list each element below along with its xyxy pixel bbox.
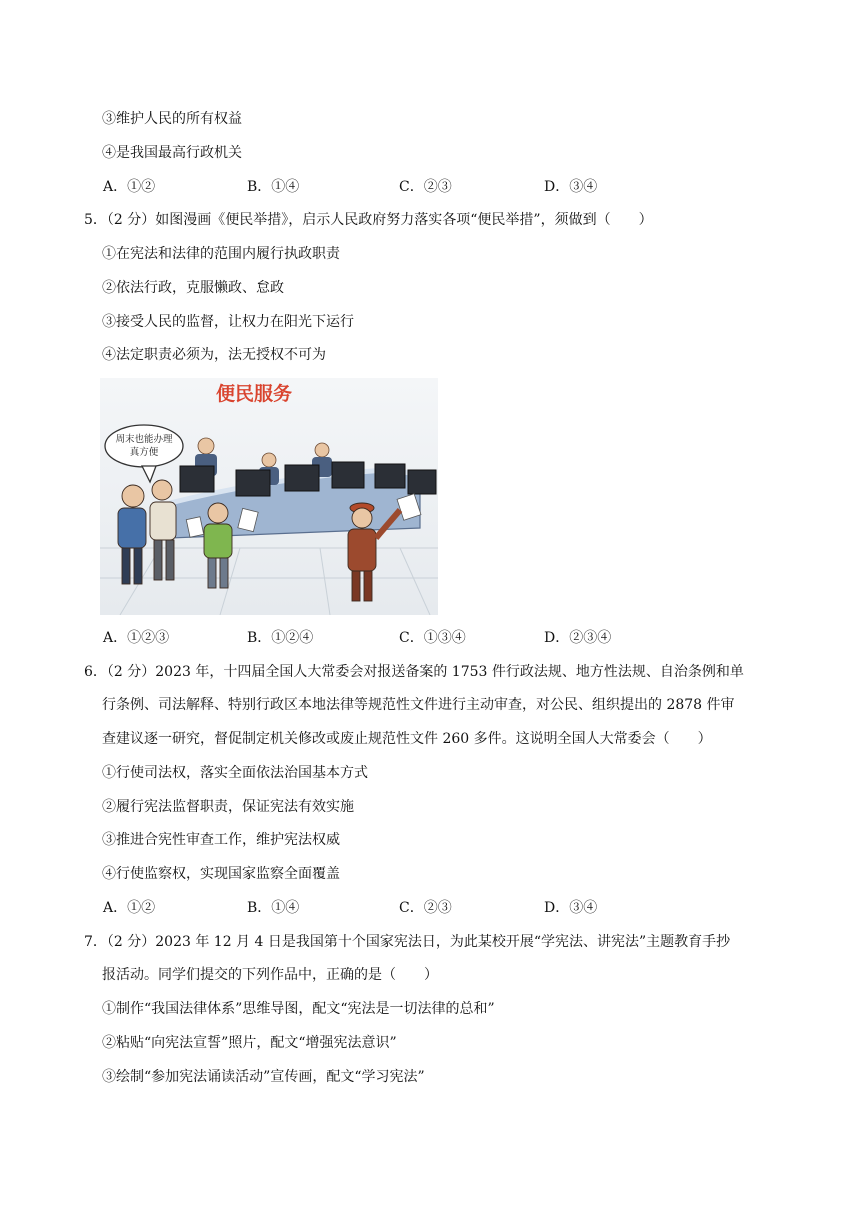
q5-option-d[interactable]: D．②③④ <box>544 630 612 646</box>
q5-stem: 5．（2 分）如图漫画《便民举措》，启示人民政府努力落实各项“便民举措”，须做到（ ） <box>84 212 653 228</box>
q6-statement-2: ②履行宪法监督职责，保证宪法有效实施 <box>102 799 354 815</box>
q5-statement-4: ④法定职责必须为，法无授权不可为 <box>102 347 326 363</box>
q4-option-b[interactable]: B．①④ <box>247 179 300 195</box>
q5-option-b[interactable]: B．①②④ <box>247 630 314 646</box>
q6-statement-4: ④行使监察权，实现国家监察全面覆盖 <box>102 866 340 882</box>
q6-option-d[interactable]: D．③④ <box>544 900 598 916</box>
q5-statement-3: ③接受人民的监督，让权力在阳光下运行 <box>102 314 354 330</box>
q6-stem-line-1: 6．（2 分）2023 年，十四届全国人大常委会对报送备案的 1753 件行政法规、地方性法规、自治条例和单 <box>84 664 744 680</box>
q4-statement-4: ④是我国最高行政机关 <box>102 145 242 161</box>
q5-option-c[interactable]: C．①③④ <box>399 630 466 646</box>
q7-stem-line-1: 7．（2 分）2023 年 12 月 4 日是我国第十个国家宪法日，为此某校开展“学宪法、讲宪法”主题教育手抄 <box>84 934 731 950</box>
q6-statement-1: ①行使司法权，落实全面依法治国基本方式 <box>102 765 368 781</box>
q4-option-a[interactable]: A．①② <box>103 179 156 195</box>
speech-line-2: 真方便 <box>129 447 159 458</box>
q6-option-a[interactable]: A．①② <box>103 900 156 916</box>
q6-option-c[interactable]: C．②③ <box>399 900 452 916</box>
q5-statement-1: ①在宪法和法律的范围内履行执政职责 <box>102 246 340 262</box>
q6-option-b[interactable]: B．①④ <box>247 900 300 916</box>
q7-stem-line-2: 报活动。同学们提交的下列作品中，正确的是（ ） <box>102 967 438 983</box>
q6-statement-3: ③推进合宪性审查工作，维护宪法权威 <box>102 832 340 848</box>
q4-option-d[interactable]: D．③④ <box>544 179 598 195</box>
q7-statement-2: ②粘贴“向宪法宣誓”照片，配文“增强宪法意识” <box>102 1035 397 1051</box>
q7-statement-1: ①制作“我国法律体系”思维导图，配文“宪法是一切法律的总和” <box>102 1001 495 1017</box>
speech-line-1: 周末也能办理 <box>115 434 173 445</box>
cartoon-title: 便民服务 <box>215 383 293 405</box>
cartoon-image <box>100 378 438 615</box>
q5-statement-2: ②依法行政，克服懒政、怠政 <box>102 280 284 296</box>
q4-option-c[interactable]: C．②③ <box>399 179 452 195</box>
q6-stem-line-2: 行条例、司法解释、特别行政区本地法律等规范性文件进行主动审查，对公民、组织提出的 2878 件审 <box>102 697 735 713</box>
q4-statement-3: ③维护人民的所有权益 <box>102 111 242 127</box>
q7-statement-3: ③绘制“参加宪法诵读活动”宣传画，配文“学习宪法” <box>102 1069 425 1085</box>
q6-stem-line-3: 查建议逐一研究，督促制定机关修改或废止规范性文件 260 多件。这说明全国人大常委会（ ） <box>102 731 712 747</box>
q5-option-a[interactable]: A．①②③ <box>103 630 170 646</box>
